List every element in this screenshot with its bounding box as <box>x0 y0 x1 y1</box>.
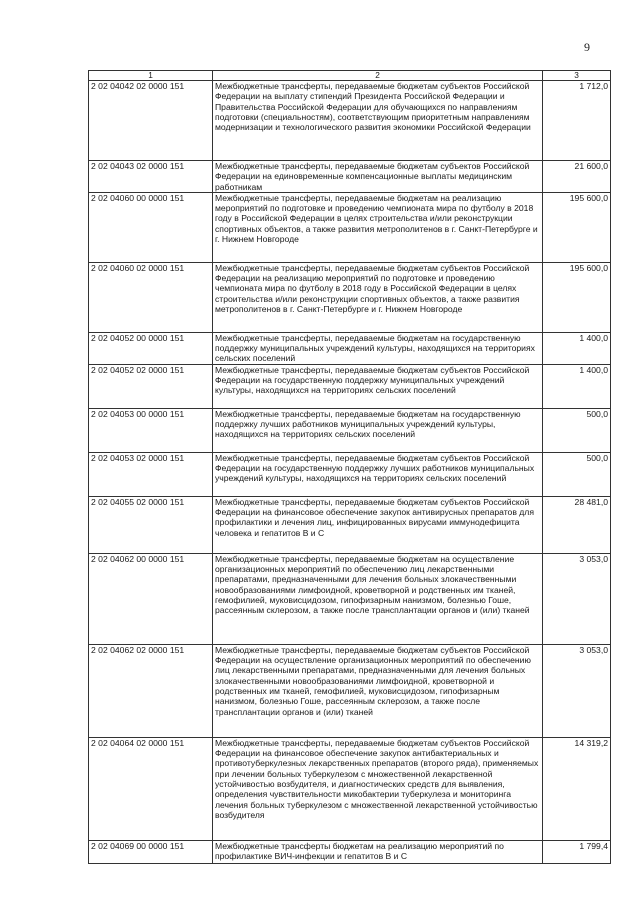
budget-table <box>88 70 611 864</box>
row-amount: 500,0 <box>543 408 611 452</box>
row-amount: 195 600,0 <box>543 262 611 332</box>
row-code: 2 02 04052 00 0000 151 <box>89 332 213 364</box>
row-amount: 500,0 <box>543 452 611 496</box>
table-row <box>89 262 611 332</box>
row-amount: 1 799,4 <box>543 840 611 863</box>
row-description: Межбюджетные трансферты, передаваемые бюджетам субъектов Российской Федерации на финансовое обеспечение закупок антибактериальных и противотуберкулезных лекарственных препаратов (второго ряда), применяемых при лечении больных туберкулезом с множественной лекарственной устойчивостью возбудителя, и диагностических средств для выявления, определения чувствительности микобактерии туберкулеза и мониторинга лечения больных туберкулезом с множественной лекарственной устойчивостью возбудителя <box>213 737 543 840</box>
table-row <box>89 496 611 553</box>
row-code: 2 02 04043 02 0000 151 <box>89 161 213 193</box>
row-description: Межбюджетные трансферты, передаваемые бюджетам субъектов Российской Федерации на единовременные компенсационные выплаты медицинским работникам <box>213 161 543 193</box>
row-amount: 3 053,0 <box>543 644 611 737</box>
row-code: 2 02 04064 02 0000 151 <box>89 737 213 840</box>
row-code: 2 02 04060 00 0000 151 <box>89 192 213 262</box>
row-code: 2 02 04053 00 0000 151 <box>89 408 213 452</box>
table-row <box>89 192 611 262</box>
page-number: 9 <box>584 40 590 54</box>
row-description: Межбюджетные трансферты, передаваемые бюджетам субъектов Российской Федерации на реализацию мероприятий по подготовке и проведению чемпионата мира по футболу в 2018 году в Российской Федерации в целях строительства и/или реконструкции спортивных объектов, а также развития метрополитенов в г. Санкт-Петербурге и г. Нижнем Новгороде <box>213 262 543 332</box>
column-header-code: 1 <box>89 71 213 81</box>
row-code: 2 02 04069 00 0000 151 <box>89 840 213 863</box>
row-amount: 3 053,0 <box>543 553 611 644</box>
row-amount: 28 481,0 <box>543 496 611 553</box>
row-description: Межбюджетные трансферты, передаваемые бюджетам субъектов Российской Федерации на финансовое обеспечение закупок антивирусных препаратов для профилактики и лечения лиц, инфицированных вирусами иммунодефицита человека и гепатитов В и С <box>213 496 543 553</box>
table-row <box>89 553 611 644</box>
row-description: Межбюджетные трансферты, передаваемые бюджетам на государственную поддержку лучших работников муниципальных учреждений культуры, находящихся на территориях сельских поселений <box>213 408 543 452</box>
table-row <box>89 161 611 193</box>
row-code: 2 02 04052 02 0000 151 <box>89 364 213 408</box>
row-description: Межбюджетные трансферты, передаваемые бюджетам на реализацию мероприятий по подготовке и проведению чемпионата мира по футболу в 2018 году в Российской Федерации в целях строительства и/или реконструкции спортивных объектов, а также развития метрополитенов в г. Санкт-Петербурге и г. Нижнем Новгороде <box>213 192 543 262</box>
row-description: Межбюджетные трансферты, передаваемые бюджетам субъектов Российской Федерации на осуществление организационных мероприятий по обеспечению лиц лекарственными препаратами, предназначенными для лечения больных злокачественными новообразованиями лимфоидной, кроветворной и родственных им тканей, гемофилией, муковисцидозом, гипофизарным нанизмом, болезнью Гоше, рассеянным склерозом, а также после трансплантации органов и (или) тканей <box>213 644 543 737</box>
row-amount: 1 400,0 <box>543 332 611 364</box>
row-description: Межбюджетные трансферты бюджетам на реализацию мероприятий по профилактике ВИЧ-инфекции и гепатитов В и С <box>213 840 543 863</box>
table-row <box>89 364 611 408</box>
row-amount: 14 319,2 <box>543 737 611 840</box>
table-row <box>89 452 611 496</box>
table-row <box>89 840 611 863</box>
table-row <box>89 408 611 452</box>
table-row <box>89 644 611 737</box>
row-description: Межбюджетные трансферты, передаваемые бюджетам субъектов Российской Федерации на государственную поддержку муниципальных учреждений культуры, находящихся на территориях сельских поселений <box>213 364 543 408</box>
row-amount: 1 712,0 <box>543 81 611 161</box>
row-code: 2 02 04062 02 0000 151 <box>89 644 213 737</box>
row-amount: 195 600,0 <box>543 192 611 262</box>
table-row <box>89 332 611 364</box>
row-description: Межбюджетные трансферты, передаваемые бюджетам субъектов Российской Федерации на государственную поддержку лучших работников муниципальных учреждений культуры, находящихся на территориях сельских поселений <box>213 452 543 496</box>
table-header-row <box>89 71 611 81</box>
table-row <box>89 81 611 161</box>
row-description: Межбюджетные трансферты, передаваемые бюджетам субъектов Российской Федерации на выплату стипендий Президента Российской Федерации и Правительства Российской Федерации для обучающихся по направлениям подготовки (специальностям), соответствующим приоритетным направлениям модернизации и технологического развития экономики Российской Федерации <box>213 81 543 161</box>
row-code: 2 02 04060 02 0000 151 <box>89 262 213 332</box>
row-amount: 1 400,0 <box>543 364 611 408</box>
row-code: 2 02 04042 02 0000 151 <box>89 81 213 161</box>
row-description: Межбюджетные трансферты, передаваемые бюджетам на государственную поддержку муниципальных учреждений культуры, находящихся на территориях сельских поселений <box>213 332 543 364</box>
table-row <box>89 737 611 840</box>
column-header-description: 2 <box>213 71 543 81</box>
row-code: 2 02 04055 02 0000 151 <box>89 496 213 553</box>
column-header-amount: 3 <box>543 71 611 81</box>
row-description: Межбюджетные трансферты, передаваемые бюджетам на осуществление организационных мероприятий по обеспечению лиц лекарственными препаратами, предназначенными для лечения больных злокачественными новообразованиями лимфоидной, кроветворной и родственных им тканей, гемофилией, муковисцидозом, гипофизарным нанизмом, болезнью Гоше, рассеянным склерозом, а также после трансплантации органов и (или) тканей <box>213 553 543 644</box>
row-code: 2 02 04053 02 0000 151 <box>89 452 213 496</box>
row-code: 2 02 04062 00 0000 151 <box>89 553 213 644</box>
row-amount: 21 600,0 <box>543 161 611 193</box>
